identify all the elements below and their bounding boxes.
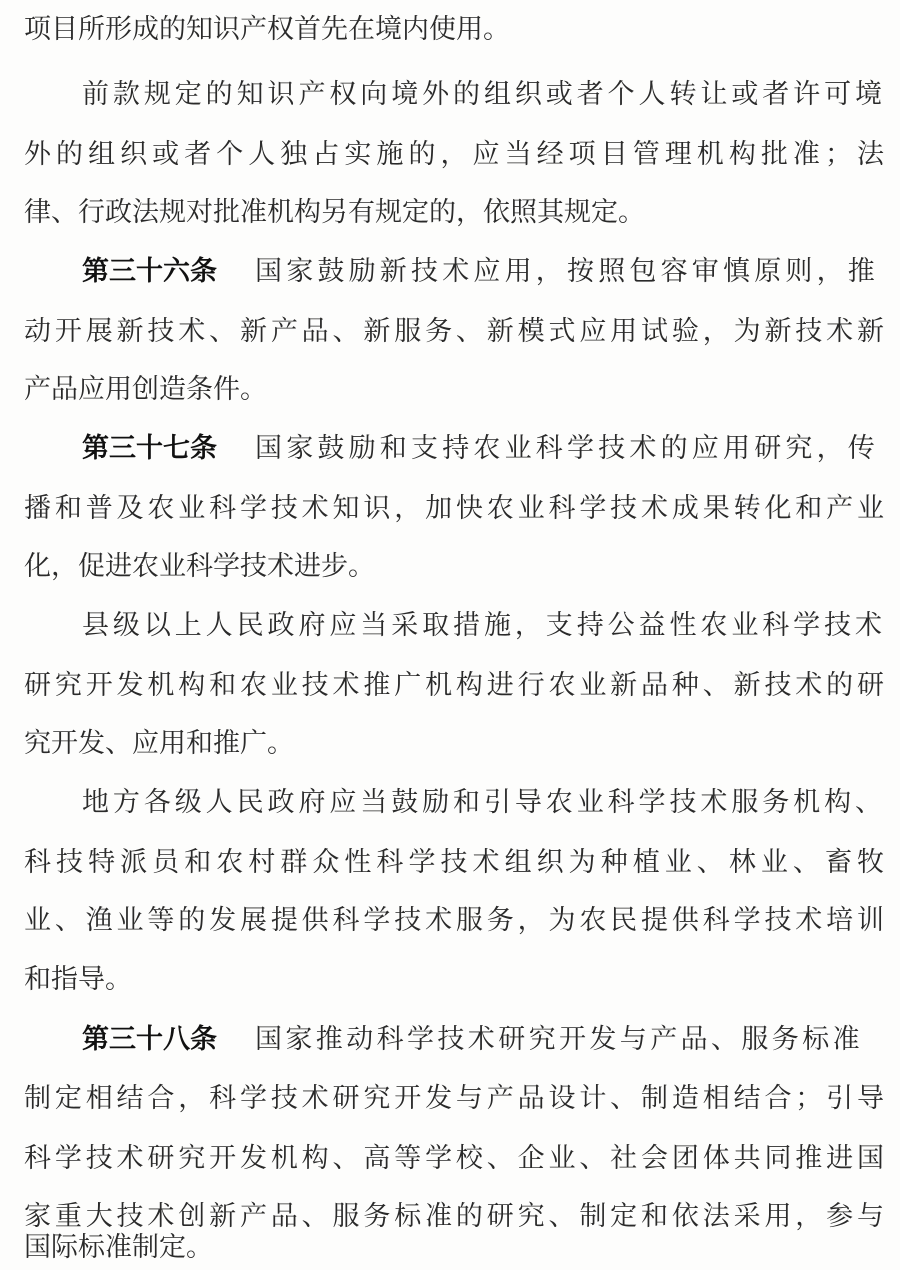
article-36-heading: 第三十六条 <box>82 256 217 287</box>
paragraph-2-line-2: 外的组织或者个人独占实施的，应当经项目管理机构批准；法 <box>24 139 884 170</box>
paragraph-6-line-3: 业、渔业等的发展提供科学技术服务，为农民提供科学技术培训 <box>24 905 884 936</box>
article-38-line-3: 科学技术研究开发机构、高等学校、企业、社会团体共同推进国 <box>24 1143 884 1174</box>
article-38-line-1: 国家推动科学技术研究开发与产品、服务标准 <box>255 1024 863 1055</box>
article-38-heading: 第三十八条 <box>82 1024 217 1055</box>
article-36-line-1: 国家鼓励新技术应用，按照包容审慎原则，推 <box>255 256 879 287</box>
article-37-line-2: 播和普及农业科学技术知识，加快农业科学技术成果转化和产业 <box>24 493 884 524</box>
article-36-first-line <box>82 252 882 292</box>
article-38-line-4: 家重大技术创新产品、服务标准的研究、制定和依法采用，参与 <box>24 1201 884 1232</box>
paragraph-2-line-1: 前款规定的知识产权向境外的组织或者个人转让或者许可境 <box>82 79 882 110</box>
paragraph-5-line-2: 研究开发机构和农业技术推广机构进行农业新品种、新技术的研 <box>24 670 884 701</box>
article-37-line-1: 国家鼓励和支持农业科学技术的应用研究，传 <box>255 433 879 464</box>
paragraph-5-line-1: 县级以上人民政府应当采取措施，支持公益性农业科学技术 <box>82 610 882 641</box>
article-36-line-3: 产品应用创造条件。 <box>24 374 267 405</box>
article-38-line-5: 国际标准制定。 <box>24 1232 213 1263</box>
paragraph-5-line-3: 究开发、应用和推广。 <box>24 728 294 759</box>
paragraph-1-line-1: 项目所形成的知识产权首先在境内使用。 <box>24 14 510 45</box>
article-37-line-3: 化，促进农业科学技术进步。 <box>24 551 375 582</box>
paragraph-2-line-3: 律、行政法规对批准机构另有规定的，依照其规定。 <box>24 197 645 228</box>
paragraph-6-line-1: 地方各级人民政府应当鼓励和引导农业科学技术服务机构、 <box>82 787 882 818</box>
article-37-first-line <box>82 429 882 469</box>
paragraph-6-line-4: 和指导。 <box>24 964 132 995</box>
article-38-first-line <box>82 1020 882 1060</box>
article-37-heading: 第三十七条 <box>82 433 217 464</box>
paragraph-6-line-2: 科技特派员和农村群众性科学技术组织为种植业、林业、畜牧 <box>24 847 884 878</box>
article-36-line-2: 动开展新技术、新产品、新服务、新模式应用试验，为新技术新 <box>24 316 884 347</box>
article-38-line-2: 制定相结合，科学技术研究开发与产品设计、制造相结合；引导 <box>24 1083 884 1114</box>
